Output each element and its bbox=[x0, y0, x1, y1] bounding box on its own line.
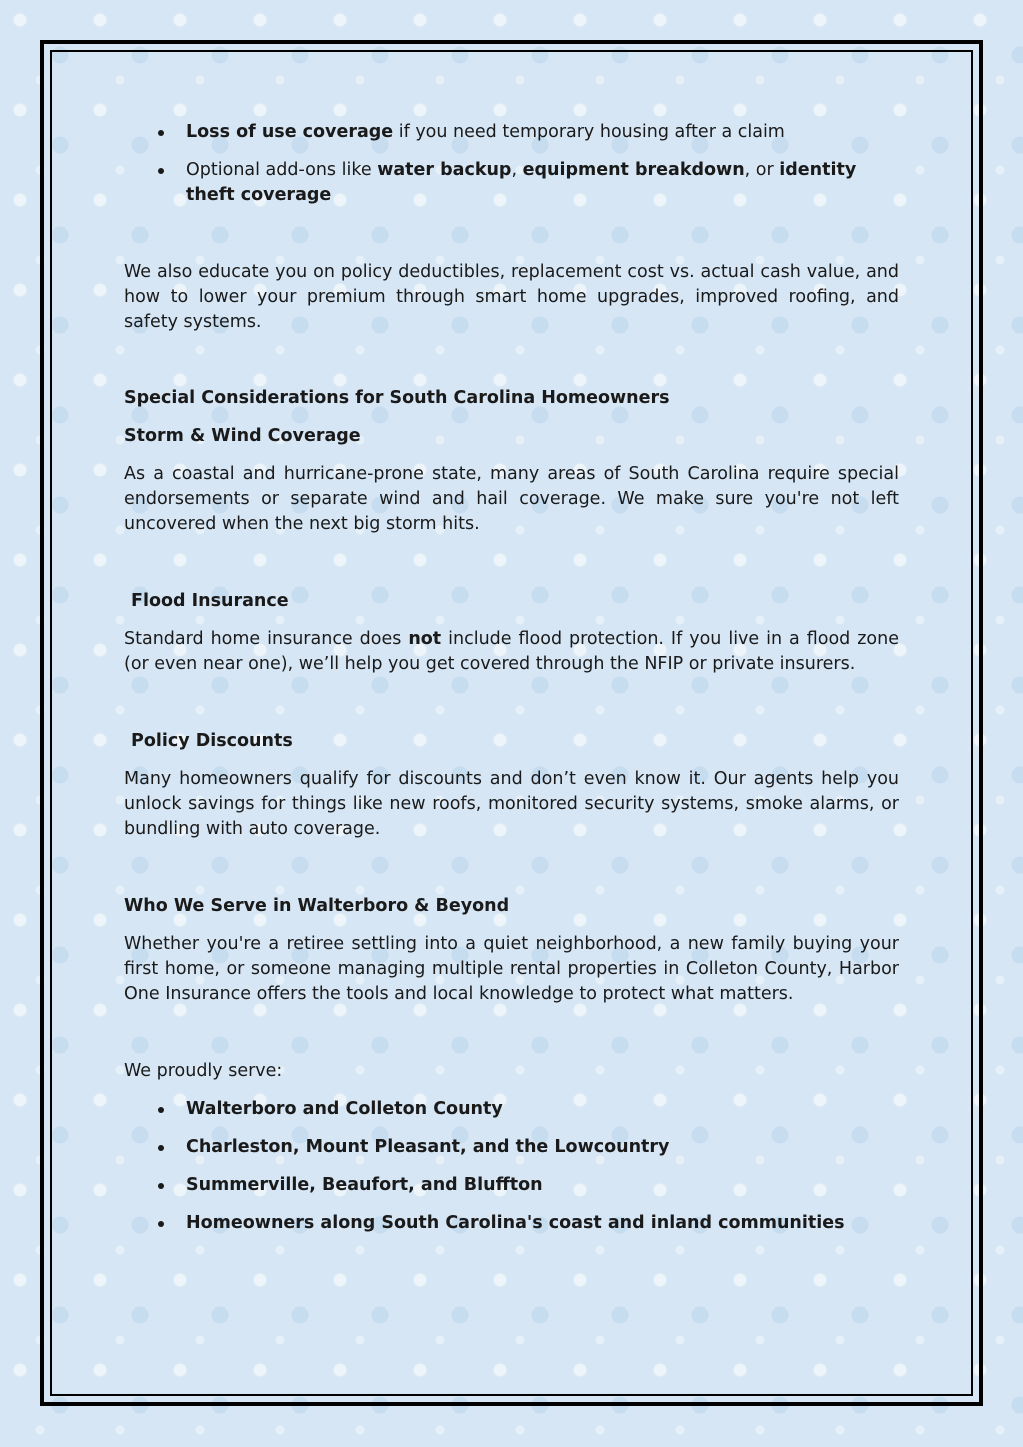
service-area: Charleston, Mount Pleasant, and the Lowcountry bbox=[186, 1137, 670, 1157]
serve-text: Whether you're a retiree settling into a quiet neighborhood, a new family buying your first home, or someone managing multiple rental properties in Colleton County, Harbor One Insurance offers the tools and local knowledge to protect what matters. bbox=[124, 934, 899, 1004]
addon-water-backup: water backup bbox=[377, 160, 512, 180]
separator: , or bbox=[744, 160, 780, 180]
addon-equipment-breakdown: equipment breakdown bbox=[522, 160, 745, 180]
list-item bbox=[124, 1135, 899, 1160]
service-area: Walterboro and Colleton County bbox=[186, 1099, 503, 1119]
coverage-desc: if you need temporary housing after a claim bbox=[393, 122, 785, 142]
educate-paragraph: We also educate you on policy deductibles, replacement cost vs. actual cash value, and how to lower your premium through smart home upgrades, improved roofing, and safety systems. bbox=[124, 262, 899, 332]
storm-text: As a coastal and hurricane-prone state, many areas of South Carolina require special endorsements or separate wind and hail coverage. We make sure you're not left uncovered when the next big storm hits. bbox=[124, 464, 899, 534]
flood-text-pre: Standard home insurance does bbox=[124, 629, 409, 649]
flood-text bbox=[124, 627, 899, 677]
list-item bbox=[124, 120, 899, 145]
service-area: Summerville, Beaufort, and Bluffton bbox=[186, 1175, 543, 1195]
flood-text-emphasis: not bbox=[408, 629, 442, 649]
serve-heading: Who We Serve in Walterboro & Beyond bbox=[124, 896, 510, 916]
addons-prefix: Optional add-ons like bbox=[186, 160, 378, 180]
list-item bbox=[124, 1211, 899, 1236]
coverage-list bbox=[124, 120, 899, 208]
special-heading: Special Considerations for South Carolina Homeowners bbox=[124, 388, 670, 408]
serve-intro: We proudly serve: bbox=[124, 1061, 283, 1081]
separator: , bbox=[511, 160, 523, 180]
discounts-text: Many homeowners qualify for discounts and don’t even know it. Our agents help you unlock savings for things like new roofs, monitored security systems, smoke alarms, or bundling with auto coverage. bbox=[124, 769, 899, 839]
flood-text-post: include flood protection. If you live in a flood zone (or even near one), we’ll help you get covered through the NFIP or private insurers. bbox=[124, 629, 899, 674]
discounts-heading: Policy Discounts bbox=[131, 731, 293, 751]
service-areas-list bbox=[124, 1097, 899, 1236]
storm-heading: Storm & Wind Coverage bbox=[124, 426, 361, 446]
addon-identity-theft: identity theft coverage bbox=[186, 160, 857, 205]
list-item bbox=[124, 1173, 899, 1198]
document-body bbox=[124, 120, 899, 1249]
coverage-name: Loss of use coverage bbox=[186, 122, 394, 142]
service-area: Homeowners along South Carolina's coast and inland communities bbox=[186, 1213, 845, 1233]
list-item bbox=[124, 1097, 899, 1122]
flood-heading: Flood Insurance bbox=[131, 591, 289, 611]
list-item bbox=[124, 158, 899, 208]
